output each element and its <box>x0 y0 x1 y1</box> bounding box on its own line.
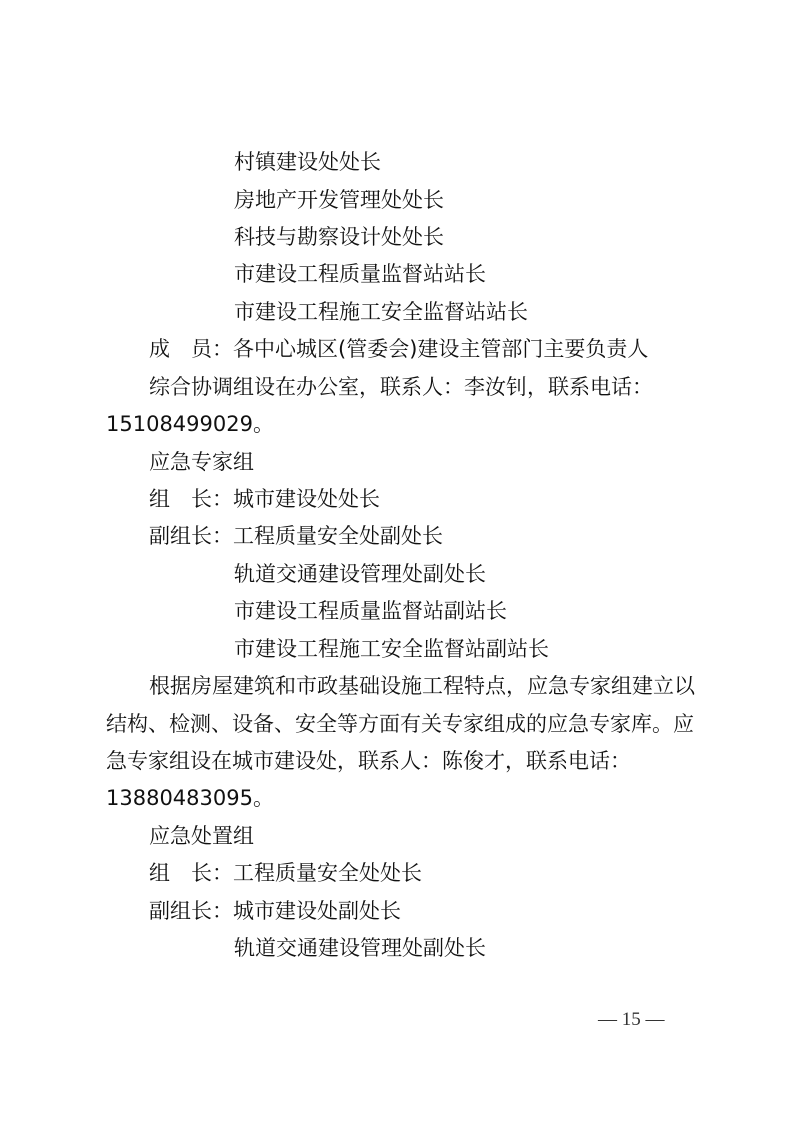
text-line: 村镇建设处处长 <box>234 150 381 174</box>
members-line <box>149 336 648 362</box>
text-line: 房地产开发管理处处长 <box>234 188 444 212</box>
section-heading: 应急处置组 <box>149 824 254 848</box>
text-line: 市建设工程质量监督站站长 <box>234 262 486 286</box>
section-heading: 应急专家组 <box>149 450 254 474</box>
deputy-leader-label: 副组长： <box>149 524 233 548</box>
text-line: 市建设工程施工安全监督站站长 <box>234 300 528 324</box>
page-number: — 15 — <box>598 1009 665 1030</box>
deputy-leader-line <box>149 898 401 924</box>
paragraph-line: 急专家组设在城市建设处，联系人：陈俊才，联系电话： <box>106 749 631 773</box>
leader-line <box>149 860 422 886</box>
phone-number: 15108499029。 <box>106 412 274 436</box>
leader-text: 城市建设处处长 <box>233 487 380 511</box>
deputy-leader-line <box>149 523 443 549</box>
paragraph-line: 结构、检测、设备、安全等方面有关专家组成的应急专家库。应 <box>106 712 694 736</box>
deputy-leader-label: 副组长： <box>149 899 233 923</box>
leader-label: 组 长： <box>149 487 233 511</box>
text-line: 市建设工程质量监督站副站长 <box>234 599 507 623</box>
text-line: 轨道交通建设管理处副处长 <box>234 562 486 586</box>
text-line: 市建设工程施工安全监督站副站长 <box>234 637 549 661</box>
leader-label: 组 长： <box>149 861 233 885</box>
phone-number: 13880483095。 <box>106 786 274 810</box>
paragraph-line: 根据房屋建筑和市政基础设施工程特点，应急专家组建立以 <box>149 674 695 698</box>
deputy-leader-text: 城市建设处副处长 <box>233 899 401 923</box>
text-line: 科技与勘察设计处处长 <box>234 225 444 249</box>
text-line: 综合协调组设在办公室，联系人：李汝钊，联系电话： <box>149 375 653 399</box>
members-label: 成 员： <box>149 337 233 361</box>
leader-line <box>149 486 380 512</box>
leader-text: 工程质量安全处处长 <box>233 861 422 885</box>
deputy-leader-text: 工程质量安全处副处长 <box>233 524 443 548</box>
members-text: 各中心城区(管委会)建设主管部门主要负责人 <box>233 337 649 361</box>
text-line: 轨道交通建设管理处副处长 <box>234 936 486 960</box>
